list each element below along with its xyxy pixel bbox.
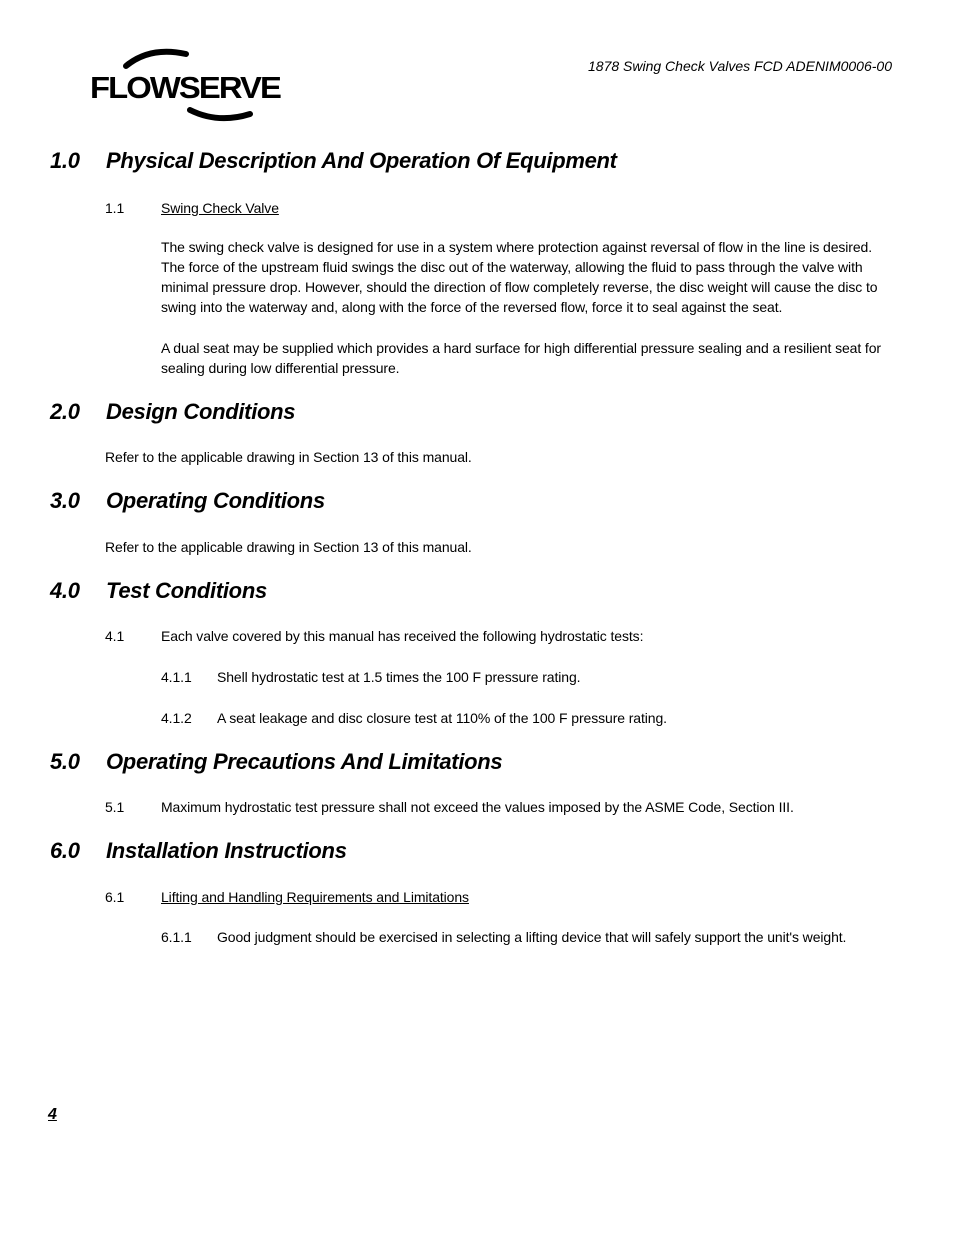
section-6-heading — [50, 838, 347, 864]
section-number: 1.0 — [50, 148, 80, 173]
section-2-text: Refer to the applicable drawing in Section 13 of this manual. — [105, 449, 472, 465]
paragraph-dual-seat — [161, 338, 881, 378]
item-text: A seat leakage and disc closure test at 110% of the 100 F pressure rating. — [217, 710, 667, 726]
subsection-number: 4.1 — [105, 628, 125, 644]
logo-wordmark: FLOWSERVE — [90, 70, 282, 105]
section-number: 5.0 — [50, 749, 80, 774]
subsection-text: Maximum hydrostatic test pressure shall not exceed the values imposed by the ASME Code, Section III. — [161, 799, 794, 815]
subsection-number: 6.1 — [105, 889, 125, 905]
section-4-heading — [50, 578, 267, 604]
text-line: sealing during low differential pressure. — [161, 360, 400, 376]
flowserve-logo — [90, 48, 284, 124]
text-line: The force of the upstream fluid swings the disc out of the waterway, allowing the fluid to pass through the valve with — [161, 259, 863, 275]
paragraph-swing-check — [161, 237, 877, 317]
section-1-heading — [50, 148, 617, 174]
item-number: 4.1.2 — [161, 710, 192, 726]
item-number: 4.1.1 — [161, 669, 192, 685]
subsection-number: 1.1 — [105, 200, 125, 216]
section-5-heading — [50, 749, 502, 775]
subsection-number: 5.1 — [105, 799, 125, 815]
section-title: Operating Precautions And Limitations — [106, 749, 503, 774]
text-line: minimal pressure drop. However, should the direction of flow completely reverse, the disc weight will cause the disc to — [161, 279, 878, 295]
section-number: 3.0 — [50, 488, 80, 513]
item-text: Good judgment should be exercised in selecting a lifting device that will safely support the unit's weight. — [217, 929, 847, 945]
text-line: A dual seat may be supplied which provides a hard surface for high differential pressure sealing and a resilient seat for — [161, 340, 881, 356]
section-title: Test Conditions — [106, 578, 267, 603]
section-title: Physical Description And Operation Of Equipment — [106, 148, 617, 173]
subsection-text: Each valve covered by this manual has received the following hydrostatic tests: — [161, 628, 644, 644]
subsection-title: Swing Check Valve — [161, 200, 279, 216]
section-3-text: Refer to the applicable drawing in Section 13 of this manual. — [105, 539, 472, 555]
section-number: 4.0 — [50, 578, 80, 603]
section-title: Installation Instructions — [106, 838, 347, 863]
section-number: 2.0 — [50, 399, 80, 424]
page-number: 4 — [48, 1106, 57, 1123]
document-reference: 1878 Swing Check Valves FCD ADENIM0006-00 — [588, 58, 892, 74]
item-number: 6.1.1 — [161, 929, 192, 945]
section-number: 6.0 — [50, 838, 80, 863]
item-text: Shell hydrostatic test at 1.5 times the 100 F pressure rating. — [217, 669, 581, 685]
section-title: Design Conditions — [106, 399, 296, 424]
text-line: The swing check valve is designed for use in a system where protection against reversal of flow in the line is desired. — [161, 239, 873, 255]
text-line: swing into the waterway and, along with the force of the reversed flow, force it to seal against the seat. — [161, 299, 783, 315]
section-2-heading — [50, 399, 295, 425]
section-3-heading — [50, 488, 325, 514]
section-title: Operating Conditions — [106, 488, 325, 513]
subsection-title: Lifting and Handling Requirements and Limitations — [161, 889, 469, 905]
